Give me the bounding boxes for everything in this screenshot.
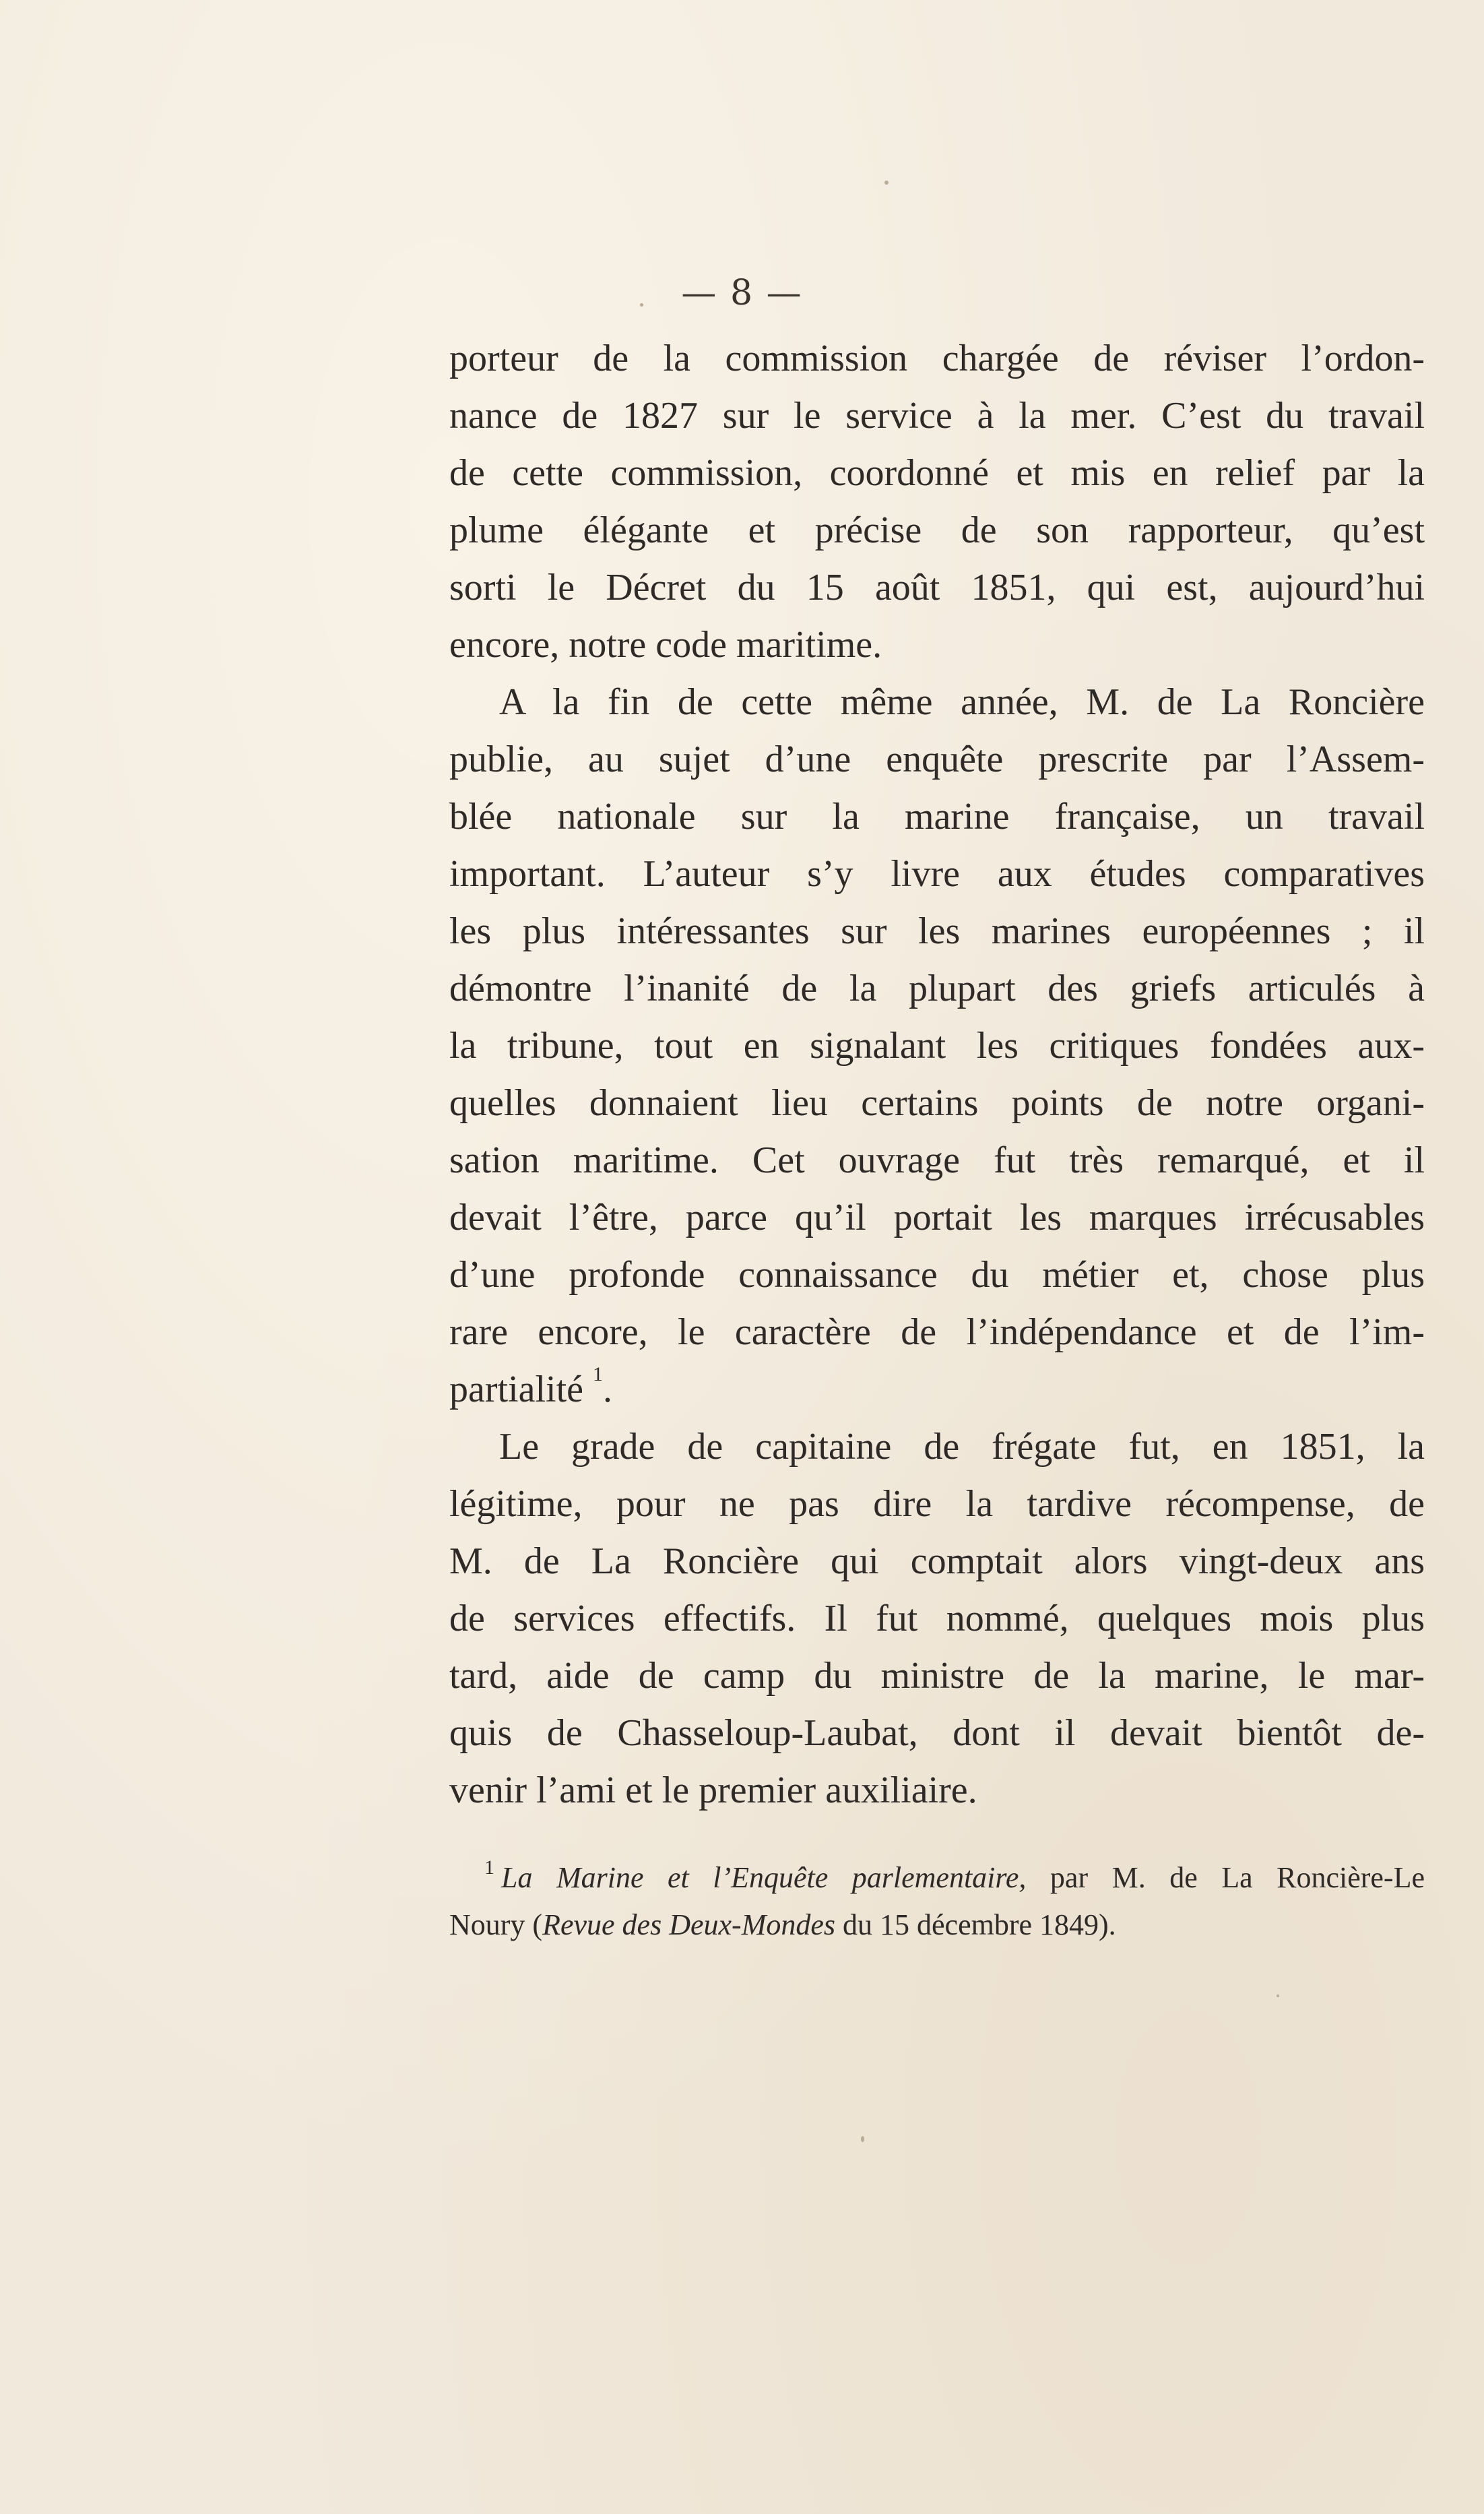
text-line: tard, aide de camp du ministre de la marine, le mar- [449,1655,1425,1697]
text-line: de cette commission, coordonné et mis en relief par la [449,452,1425,494]
text-line: quis de Chasseloup-Laubat, dont il devait bientôt de- [449,1712,1425,1754]
text-line: de services effectifs. Il fut nommé, quelques mois plus [449,1598,1425,1639]
text-line: sorti le Décret du 15 août 1851, qui est, aujourd’hui [449,567,1425,608]
paper-speck [861,2136,864,2142]
text-line: venir l’ami et le premier auxiliaire. [449,1769,977,1811]
text-line: plume élégante et précise de son rapporteur, qu’est [449,509,1425,551]
footnote-journal: Revue des Deux-Mondes [542,1908,836,1941]
footnote-text: par M. de La Roncière-Le [1026,1861,1425,1894]
text-line: publie, au sujet d’une enquête prescrite par l’Assem- [449,739,1425,780]
text-fragment: partialité [449,1369,584,1410]
paper-speck [1277,1994,1279,1997]
text-line: sation maritime. Cet ouvrage fut très remarqué, et il [449,1139,1425,1181]
text-line: la tribune, tout en signalant les critiques fondées aux- [449,1025,1425,1067]
text-line: encore, notre code maritime. [449,624,882,666]
footnote-line [449,1902,1425,1949]
text-line: Le grade de capitaine de frégate fut, en 1851, la [499,1426,1425,1468]
footnote-text: du 15 décembre 1849). [835,1908,1116,1941]
text-line: blée nationale sur la marine française, un travail [449,796,1425,838]
text-line: les plus intéressantes sur les marines européennes ; il [449,910,1425,952]
text-line-with-footnote [449,1361,1425,1418]
sentence-end: . [603,1369,613,1410]
text-line: démontre l’inanité de la plupart des griefs articulés à [449,968,1425,1009]
text-line: rare encore, le caractère de l’indépendance et de l’im- [449,1311,1425,1353]
paper-speck [884,181,889,185]
text-line: quelles donnaient lieu certains points de notre organi- [449,1082,1425,1124]
text-line: devait l’être, parce qu’il portait les marques irrécusables [449,1197,1425,1238]
text-line: légitime, pour ne pas dire la tardive récompense, de [449,1483,1425,1525]
footnote-line [449,1854,1425,1902]
text-line: nance de 1827 sur le service à la mer. C’est du travail [449,395,1425,437]
footnote-text: Noury ( [449,1908,543,1941]
body-text [449,330,1425,1819]
text-line: M. de La Roncière qui comptait alors vingt-deux ans [449,1540,1425,1582]
footnote-title: La Marine et l’Enquête parlementaire, [501,1861,1027,1894]
page-number: — 8 — [681,273,803,313]
text-line: d’une profonde connaissance du métier et, chose plus [449,1254,1425,1296]
text-line: A la fin de cette même année, M. de La Roncière [499,681,1425,723]
footnote-reference: 1 [593,1363,604,1385]
footnote-mark: 1 [484,1856,494,1879]
text-line: important. L’auteur s’y livre aux études comparatives [449,853,1425,895]
text-line: porteur de la commission chargée de réviser l’ordon- [449,338,1425,379]
footnote [449,1854,1425,1949]
